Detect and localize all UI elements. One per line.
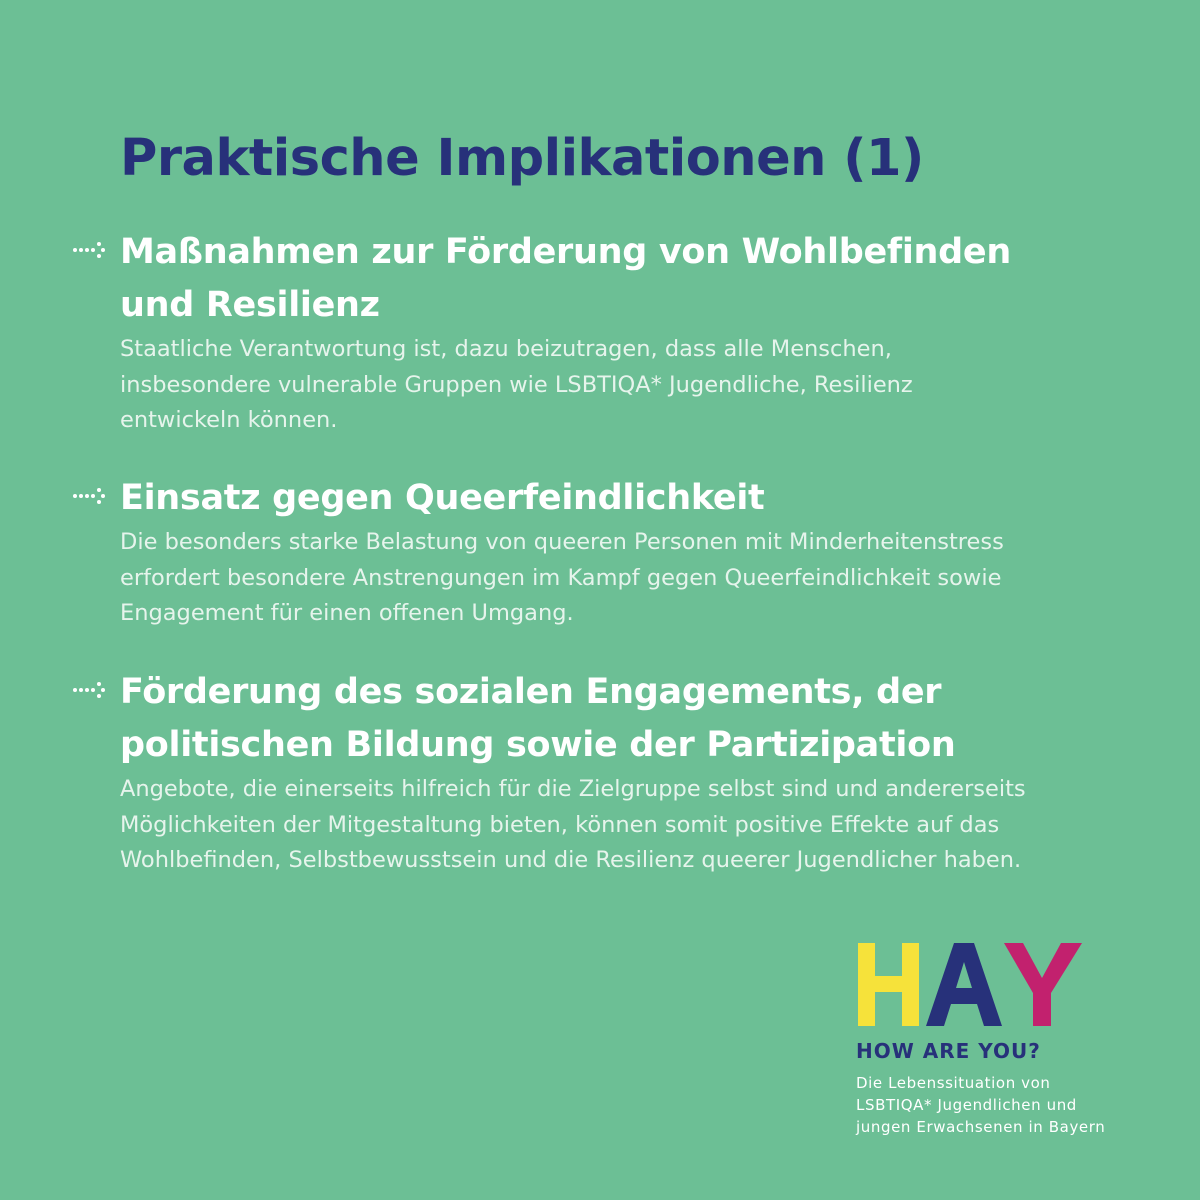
- section-engagement: [120, 666, 1120, 879]
- logo-letters: [856, 938, 1156, 1034]
- heading-line: Maßnahmen zur Förderung von Wohlbefinden: [120, 232, 1011, 272]
- logo-description-line: LSBTIQA* Jugendlichen und: [856, 1096, 1077, 1114]
- section-body: [120, 772, 1120, 879]
- body-line: Wohlbefinden, Selbstbewusstsein und die Resilienz queerer Jugendlicher haben.: [120, 847, 1022, 873]
- section-body: [120, 525, 1120, 632]
- body-line: Engagement für einen offenen Umgang.: [120, 600, 574, 626]
- section-wellbeing: [120, 226, 1120, 439]
- body-line: entwickeln können.: [120, 407, 338, 433]
- dotted-arrow-icon: [72, 484, 112, 508]
- body-line: Angebote, die einerseits hilfreich für die Zielgruppe selbst sind und andererseits: [120, 776, 1026, 802]
- hay-wordmark: [856, 938, 1086, 1034]
- hay-logo: [856, 938, 1156, 1138]
- logo-description: [856, 1072, 1156, 1138]
- logo-description-line: Die Lebenssituation von: [856, 1074, 1051, 1092]
- logo-letter-y: [1004, 943, 1082, 1026]
- logo-letter-h: [858, 943, 919, 1026]
- body-line: insbesondere vulnerable Gruppen wie LSBTIQA* Jugendliche, Resilienz: [120, 371, 913, 398]
- logo-description-line: jungen Erwachsenen in Bayern: [856, 1118, 1106, 1136]
- section-heading: [120, 666, 1120, 772]
- body-line: Möglichkeiten der Mitgestaltung bieten, können somit positive Effekte auf das: [120, 811, 1000, 838]
- heading-line: Einsatz gegen Queerfeindlichkeit: [120, 478, 765, 518]
- body-line: erfordert besondere Anstrengungen im Kampf gegen Queerfeindlichkeit sowie: [120, 564, 1002, 591]
- dotted-arrow-icon: [72, 678, 112, 702]
- logo-letter-a: [926, 943, 1002, 1026]
- logo-tagline: HOW ARE YOU?: [856, 1039, 1041, 1063]
- section-heading: [120, 472, 1120, 525]
- section-queerphobia: [120, 472, 1120, 632]
- heading-line: und Resilienz: [120, 285, 380, 325]
- body-line: Staatliche Verantwortung ist, dazu beizutragen, dass alle Menschen,: [120, 336, 892, 362]
- section-body: [120, 332, 1120, 439]
- page-title: Praktische Implikationen (1): [120, 129, 924, 188]
- heading-line: Förderung des sozialen Engagements, der: [120, 672, 942, 712]
- section-heading: [120, 226, 1120, 332]
- dotted-arrow-icon: [72, 238, 112, 262]
- body-line: Die besonders starke Belastung von queeren Personen mit Minderheitenstress: [120, 529, 1004, 555]
- heading-line: politischen Bildung sowie der Partizipation: [120, 725, 956, 765]
